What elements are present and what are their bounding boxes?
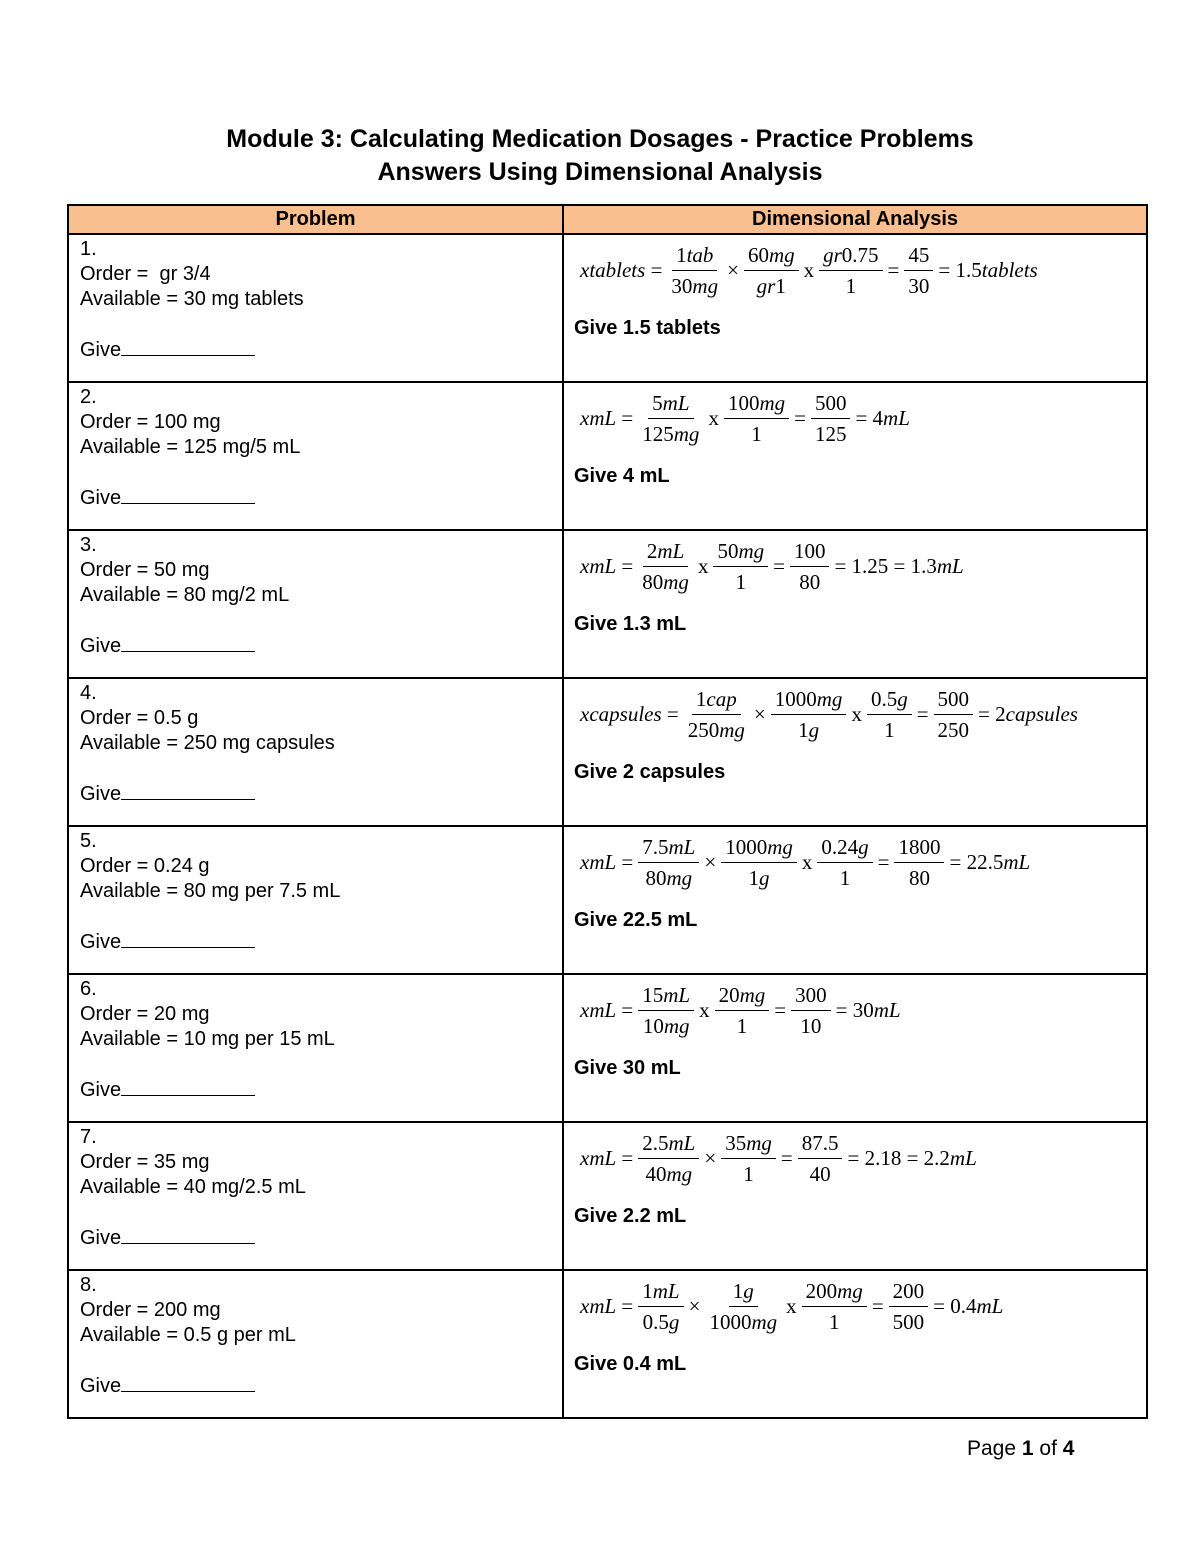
denominator: 1 [828, 1309, 840, 1334]
dimensional-analysis [564, 827, 1146, 932]
table-row [68, 826, 1147, 974]
denominator: 10 [800, 1013, 822, 1038]
available-text: Available = 0.5 g per mL [80, 1324, 296, 1346]
operator: = [794, 405, 806, 430]
numerator: 100 [790, 539, 830, 567]
operator: x [801, 849, 813, 874]
give-answer-blank [121, 1225, 255, 1244]
problem-number: 5. [80, 830, 97, 852]
answer-text: Give 0.4 mL [574, 1353, 687, 1375]
problem-cell [68, 382, 563, 530]
fraction [891, 835, 947, 890]
page-number [967, 1437, 1074, 1461]
answer-text: Give 1.5 tablets [574, 317, 721, 339]
equation [578, 241, 1146, 299]
give-label: Give [80, 931, 122, 953]
equation-lhs: xmL = [580, 553, 634, 578]
denominator: 30mg [671, 273, 719, 298]
analysis-cell [563, 382, 1147, 530]
numerator: 20mg [715, 983, 770, 1011]
give-line [80, 929, 562, 955]
numerator: 45 [904, 243, 933, 271]
table-row [68, 234, 1147, 382]
problem-cell [68, 530, 563, 678]
fraction [635, 539, 696, 594]
problem-text [69, 531, 562, 659]
equation-lhs: xcapsules = [580, 701, 679, 726]
problem-text [69, 1271, 562, 1399]
numerator: 500 [934, 687, 974, 715]
fraction [635, 1279, 686, 1334]
available-text: Available = 250 mg capsules [80, 732, 335, 754]
operator: x [708, 405, 719, 430]
give-line [80, 337, 562, 363]
numerator: 1cap [692, 687, 741, 715]
fraction [901, 243, 936, 298]
numerator: 2.5mL [638, 1131, 699, 1159]
problem-cell [68, 234, 563, 382]
problem-number: 7. [80, 1126, 97, 1148]
operator: = [773, 553, 785, 578]
numerator: 7.5mL [638, 835, 699, 863]
numerator: 15mL [638, 983, 694, 1011]
equation-result: = 2.18 = 2.2mL [847, 1145, 977, 1170]
fraction [718, 1131, 779, 1186]
operator: x [851, 701, 862, 726]
denominator: 1 [751, 421, 762, 446]
available-text: Available = 125 mg/5 mL [80, 436, 301, 458]
fraction [816, 243, 885, 298]
denominator: 500 [892, 1309, 925, 1334]
problem-number: 1. [80, 238, 97, 260]
problem-cell [68, 1122, 563, 1270]
problem-text [69, 975, 562, 1103]
give-label: Give [80, 1375, 122, 1397]
order-text: Order = 50 mg [80, 559, 210, 581]
denominator: 1 [884, 717, 895, 742]
dimensional-analysis [564, 383, 1146, 488]
denominator: 80mg [645, 865, 693, 890]
problem-cell [68, 1270, 563, 1418]
answer-text: Give 1.3 mL [574, 613, 687, 635]
denominator: 1 [839, 865, 851, 890]
denominator: 1 [845, 273, 857, 298]
fraction [768, 687, 850, 742]
give-label: Give [80, 635, 122, 657]
numerator: 50mg [713, 539, 768, 567]
numerator: 5mL [648, 391, 693, 419]
order-text: Order = gr 3/4 [80, 263, 211, 285]
operator: = [916, 701, 929, 726]
denominator: 250mg [687, 717, 745, 742]
numerator: 1g [729, 1279, 758, 1307]
available-text: Available = 40 mg/2.5 mL [80, 1176, 306, 1198]
numerator: 100mg [724, 391, 789, 419]
fraction [814, 835, 875, 890]
problem-number: 3. [80, 534, 97, 556]
operator: = [877, 849, 890, 874]
problem-text [69, 679, 562, 807]
document-title [0, 123, 1200, 189]
analysis-cell [563, 530, 1147, 678]
numerator: 2mL [643, 539, 688, 567]
numerator: 87.5 [798, 1131, 843, 1159]
analysis-cell [563, 678, 1147, 826]
denominator: 1g [798, 717, 820, 742]
fraction [864, 687, 915, 742]
analysis-cell [563, 1122, 1147, 1270]
denominator: 80 [799, 569, 821, 594]
fraction [635, 1131, 702, 1186]
title-line-1: Module 3: Calculating Medication Dosages - Practice Problems [226, 125, 974, 153]
fraction [712, 983, 773, 1038]
fraction [799, 1279, 870, 1334]
answer-text: Give 22.5 mL [574, 909, 698, 931]
denominator: 1000mg [709, 1309, 778, 1334]
fraction [710, 539, 771, 594]
numerator: 1000mg [721, 835, 797, 863]
fraction [741, 243, 802, 298]
fraction [718, 835, 800, 890]
order-text: Order = 20 mg [80, 1003, 210, 1025]
available-text: Available = 30 mg tablets [80, 288, 304, 310]
give-label: Give [80, 1079, 122, 1101]
equation-lhs: xmL = [580, 405, 634, 430]
order-text: Order = 100 mg [80, 411, 221, 433]
give-line [80, 781, 562, 807]
equation-result: = 30mL [835, 997, 901, 1022]
equation-result: = 2capsules [978, 701, 1078, 726]
give-answer-blank [121, 781, 255, 800]
operator: × [704, 1145, 717, 1170]
page-word: Page [967, 1437, 1017, 1460]
denominator: 1g [748, 865, 770, 890]
give-label: Give [80, 783, 122, 805]
fraction [635, 391, 706, 446]
analysis-cell [563, 826, 1147, 974]
available-text: Available = 80 mg per 7.5 mL [80, 880, 341, 902]
equation-result: = 4mL [855, 405, 910, 430]
order-text: Order = 35 mg [80, 1151, 210, 1173]
dimensional-analysis [564, 1123, 1146, 1228]
numerator: 1800 [894, 835, 944, 863]
equation [578, 981, 1146, 1039]
give-line [80, 485, 562, 511]
give-line [80, 1225, 562, 1251]
header-problem: Problem [68, 205, 563, 234]
give-answer-blank [121, 1373, 255, 1392]
give-answer-blank [121, 1077, 255, 1096]
answer-text: Give 30 mL [574, 1057, 681, 1079]
operator: = [887, 257, 900, 282]
equation-lhs: xmL = [580, 1145, 634, 1170]
denominator: 250 [937, 717, 970, 742]
numerator: 35mg [721, 1131, 776, 1159]
equation [578, 685, 1146, 743]
dimensional-analysis [564, 235, 1146, 340]
problem-number: 6. [80, 978, 97, 1000]
equation-lhs: xmL = [580, 849, 634, 874]
numerator: 200 [889, 1279, 929, 1307]
fraction [721, 391, 792, 446]
operator: x [699, 997, 710, 1022]
table-row [68, 1270, 1147, 1418]
operator: x [697, 553, 709, 578]
dimensional-analysis [564, 531, 1146, 636]
problem-cell [68, 974, 563, 1122]
equation-lhs: xtablets = [580, 257, 663, 282]
table-row [68, 974, 1147, 1122]
answer-text: Give 2.2 mL [574, 1205, 687, 1227]
denominator: 30 [908, 273, 930, 298]
problem-number: 8. [80, 1274, 97, 1296]
problem-cell [68, 678, 563, 826]
equation-lhs: xmL = [580, 997, 634, 1022]
denominator: 10mg [642, 1013, 690, 1038]
denominator: gr1 [756, 273, 786, 298]
operator: x [786, 1293, 797, 1318]
fraction [787, 539, 833, 594]
dimensional-analysis [564, 679, 1146, 784]
equation [578, 389, 1146, 447]
denominator: 40 [809, 1161, 831, 1186]
fraction [681, 687, 752, 742]
give-line [80, 633, 562, 659]
table-header-row [68, 205, 1147, 234]
denominator: 80 [908, 865, 930, 890]
dimensional-analysis [564, 1271, 1146, 1376]
table-row [68, 382, 1147, 530]
numerator: 200mg [802, 1279, 867, 1307]
equation [578, 1277, 1146, 1335]
dimensional-analysis [564, 975, 1146, 1080]
give-answer-blank [121, 633, 255, 652]
practice-problems-table [67, 204, 1148, 1419]
table-row [68, 530, 1147, 678]
operator: × [704, 849, 717, 874]
fraction [635, 835, 702, 890]
fraction [795, 1131, 846, 1186]
problem-text [69, 235, 562, 363]
numerator: gr0.75 [819, 243, 882, 271]
problem-text [69, 827, 562, 955]
equation-lhs: xmL = [580, 1293, 634, 1318]
problem-number: 4. [80, 682, 97, 704]
numerator: 0.5g [867, 687, 912, 715]
analysis-cell [563, 234, 1147, 382]
denominator: 1 [735, 569, 747, 594]
denominator: 125 [814, 421, 847, 446]
numerator: 1tab [672, 243, 717, 271]
header-dimensional-analysis: Dimensional Analysis [563, 205, 1147, 234]
analysis-cell [563, 1270, 1147, 1418]
operator: × [753, 701, 766, 726]
fraction [808, 391, 854, 446]
give-answer-blank [121, 485, 255, 504]
numerator: 1mL [638, 1279, 683, 1307]
numerator: 1000mg [771, 687, 847, 715]
equation-result: = 1.5tablets [938, 257, 1038, 282]
give-answer-blank [121, 929, 255, 948]
title-line-2: Answers Using Dimensional Analysis [377, 158, 823, 186]
give-label: Give [80, 1227, 122, 1249]
problem-cell [68, 826, 563, 974]
order-text: Order = 0.5 g [80, 707, 199, 729]
answer-text: Give 2 capsules [574, 761, 726, 783]
denominator: 80mg [642, 569, 689, 594]
table-row [68, 678, 1147, 826]
answer-text: Give 4 mL [574, 465, 670, 487]
fraction [635, 983, 697, 1038]
operator: = [871, 1293, 884, 1318]
order-text: Order = 0.24 g [80, 855, 210, 877]
fraction [931, 687, 977, 742]
fraction [664, 243, 725, 298]
of-word: of [1039, 1437, 1057, 1460]
give-line [80, 1077, 562, 1103]
equation-result: = 1.25 = 1.3mL [834, 553, 964, 578]
give-label: Give [80, 487, 122, 509]
table-row [68, 1122, 1147, 1270]
equation [578, 833, 1146, 891]
equation-result: = 0.4mL [933, 1293, 1004, 1318]
available-text: Available = 10 mg per 15 mL [80, 1028, 335, 1050]
give-line [80, 1373, 562, 1399]
current-page: 1 [1021, 1437, 1034, 1460]
denominator: 1 [736, 1013, 748, 1038]
numerator: 60mg [744, 243, 799, 271]
fraction [886, 1279, 932, 1334]
give-label: Give [80, 339, 122, 361]
analysis-cell [563, 974, 1147, 1122]
operator: = [774, 997, 787, 1022]
total-pages: 4 [1062, 1437, 1075, 1460]
equation [578, 1129, 1146, 1187]
numerator: 500 [811, 391, 851, 419]
operator: × [727, 257, 739, 282]
denominator: 1 [743, 1161, 754, 1186]
order-text: Order = 200 mg [80, 1299, 221, 1321]
operator: x [803, 257, 815, 282]
denominator: 40mg [645, 1161, 693, 1186]
problem-number: 2. [80, 386, 97, 408]
operator: × [688, 1293, 701, 1318]
denominator: 0.5g [642, 1309, 680, 1334]
give-answer-blank [121, 337, 255, 356]
numerator: 300 [791, 983, 831, 1011]
fraction [702, 1279, 784, 1334]
problem-text [69, 1123, 562, 1251]
fraction [788, 983, 834, 1038]
equation-result: = 22.5mL [949, 849, 1031, 874]
equation [578, 537, 1146, 595]
operator: = [780, 1145, 793, 1170]
numerator: 0.24g [817, 835, 872, 863]
denominator: 125mg [642, 421, 700, 446]
problem-text [69, 383, 562, 511]
available-text: Available = 80 mg/2 mL [80, 584, 290, 606]
